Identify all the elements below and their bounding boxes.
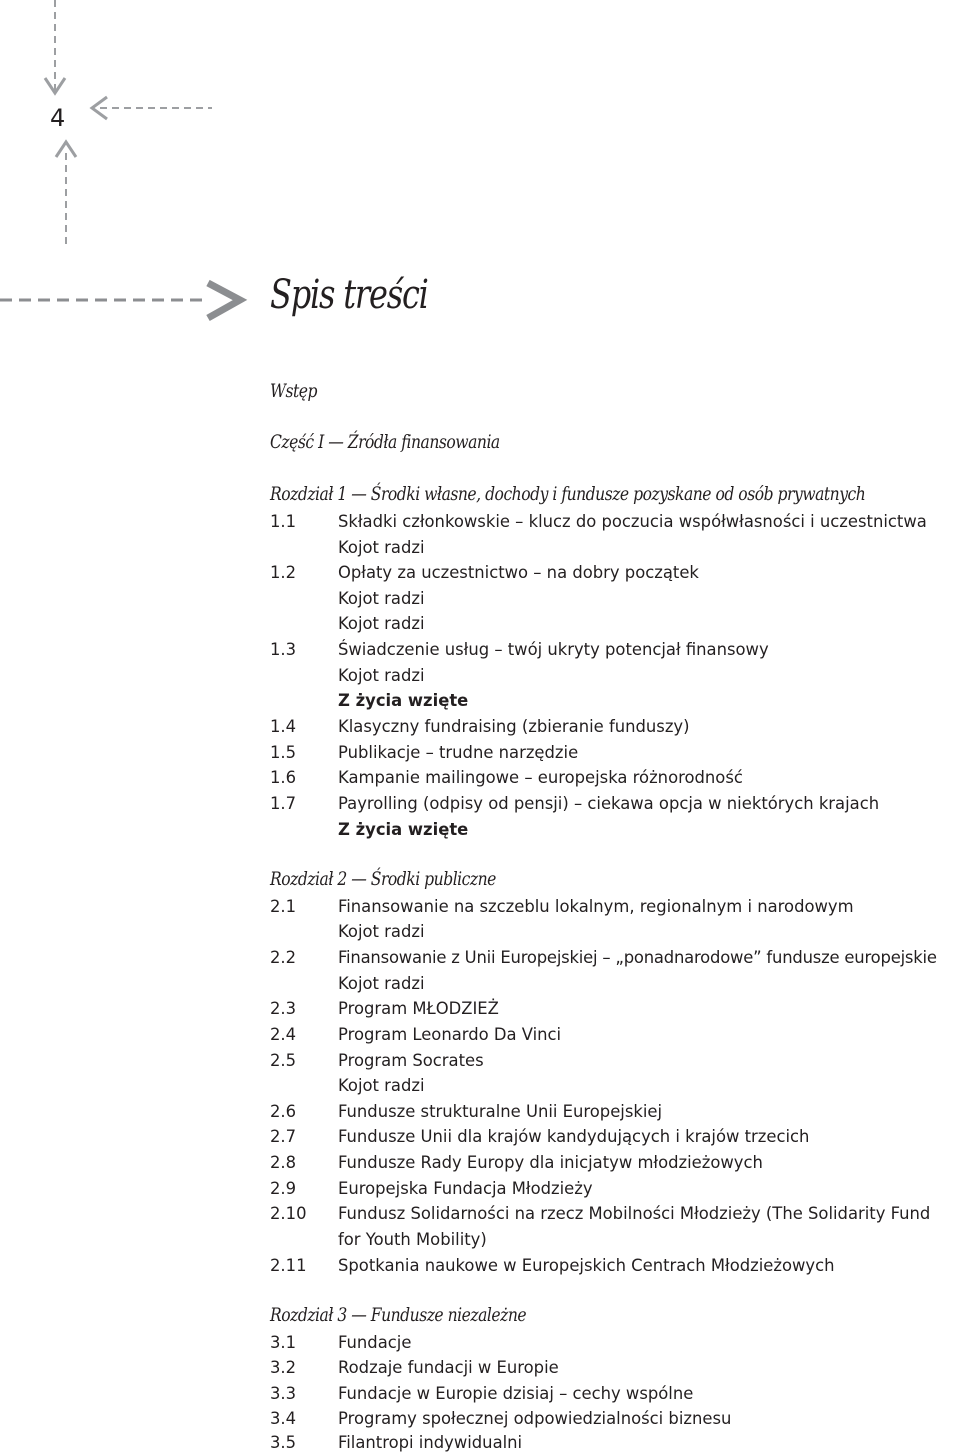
entry-number: 3.5 [270, 1433, 297, 1452]
toc-entry [270, 1355, 960, 1381]
toc-entry [270, 971, 960, 997]
toc-entry [270, 1073, 960, 1099]
entry-title: Fundacje w Europie dzisiaj – cechy wspólne [338, 1384, 694, 1403]
heading-chapter-1: Rozdział 1 — Środki własne, dochody i fundusze pozyskane od osób prywatnych [270, 483, 866, 505]
toc-entry [270, 560, 960, 586]
entry-number: 2.1 [270, 897, 297, 916]
entry-title: Payrolling (odpisy od pensji) – ciekawa opcja w niektórych krajach [338, 794, 880, 813]
entry-number: 2.5 [270, 1051, 297, 1070]
toc-entry [270, 1201, 960, 1253]
toc-entry [270, 1406, 960, 1432]
entry-title: Kojot radzi [338, 974, 425, 993]
toc-entry [270, 637, 960, 663]
heading-chapter-3: Rozdział 3 — Fundusze niezależne [270, 1304, 527, 1326]
entry-number: 2.9 [270, 1179, 297, 1198]
entry-title: Kojot radzi [338, 922, 425, 941]
entry-title: Europejska Fundacja Młodzieży [338, 1179, 593, 1198]
entry-title: Kojot radzi [338, 614, 425, 633]
entry-number: 1.7 [270, 794, 297, 813]
toc-entry [270, 791, 960, 817]
entry-title: Z życia wzięte [338, 691, 469, 710]
entry-title: Kojot radzi [338, 666, 425, 685]
entry-number: 1.1 [270, 512, 297, 531]
right-arrow-icon [208, 283, 240, 318]
entry-title: Kojot radzi [338, 589, 425, 608]
entry-number: 1.6 [270, 768, 297, 787]
toc-entry [270, 817, 960, 843]
toc-entry [270, 1176, 960, 1202]
entry-number: 3.4 [270, 1409, 297, 1428]
entry-title: Fundusze Unii dla krajów kandydujących i krajów trzecich [338, 1127, 810, 1146]
heading-part-1: Część I — Źródła finansowania [270, 431, 500, 453]
entry-title: Świadczenie usług – twój ukryty potencjał finansowy [338, 640, 769, 659]
entry-title: Program MŁODZIEŻ [338, 999, 499, 1018]
heading-wstep: Wstęp [270, 380, 318, 402]
entry-title: Program Socrates [338, 1051, 484, 1070]
entry-title: Kojot radzi [338, 538, 425, 557]
entry-title: Filantropi indywidualni [338, 1433, 523, 1452]
toc-entry [270, 945, 960, 971]
entry-number: 2.10 [270, 1204, 307, 1223]
entry-title: Rodzaje fundacji w Europie [338, 1358, 559, 1377]
toc-entry [270, 1150, 960, 1176]
entry-title: Klasyczny fundraising (zbieranie funduszy) [338, 717, 690, 736]
entry-number: 2.6 [270, 1102, 297, 1121]
entry-number: 2.2 [270, 948, 297, 967]
decorative-arrows [0, 0, 960, 340]
toc-entry [270, 663, 960, 689]
toc-entry [270, 611, 960, 637]
toc-entry [270, 509, 960, 535]
entry-title: Kampanie mailingowe – europejska różnorodność [338, 768, 743, 787]
entry-title: Programy społecznej odpowiedzialności biznesu [338, 1409, 732, 1428]
entry-title: Fundusze strukturalne Unii Europejskiej [338, 1102, 663, 1121]
entry-title: Opłaty za uczestnictwo – na dobry początek [338, 563, 699, 582]
toc-entry [270, 1430, 960, 1456]
page-number: 4 [50, 104, 66, 132]
entry-number: 2.11 [270, 1256, 307, 1275]
entry-title: Z życia wzięte [338, 820, 469, 839]
toc-entry [270, 535, 960, 561]
toc-entry [270, 894, 960, 920]
entry-number: 2.3 [270, 999, 297, 1018]
entry-number: 1.5 [270, 743, 297, 762]
toc-entry [270, 688, 960, 714]
entry-number: 2.7 [270, 1127, 297, 1146]
entry-title: Kojot radzi [338, 1076, 425, 1095]
entry-title: Fundusz Solidarności na rzecz Mobilności Młodzieży (The Solidarity Fund for Youth Mobility) [338, 1204, 931, 1249]
toc-entry [270, 1381, 960, 1407]
toc-entry [270, 919, 960, 945]
toc-entry [270, 1099, 960, 1125]
entry-number: 1.3 [270, 640, 297, 659]
toc-entry [270, 996, 960, 1022]
toc-entry [270, 586, 960, 612]
toc-entry [270, 1022, 960, 1048]
toc-entry [270, 1124, 960, 1150]
toc-entry [270, 1253, 960, 1279]
entry-title: Spotkania naukowe w Europejskich Centrach Młodzieżowych [338, 1256, 835, 1275]
page-title: Spis treści [270, 272, 428, 318]
entry-number: 2.4 [270, 1025, 297, 1044]
toc-entry [270, 765, 960, 791]
entry-title: Finansowanie z Unii Europejskiej – „ponadnarodowe” fundusze europejskie [338, 948, 937, 967]
entry-title: Program Leonardo Da Vinci [338, 1025, 562, 1044]
entry-title: Fundusze Rady Europy dla inicjatyw młodzieżowych [338, 1153, 763, 1172]
entry-number: 1.4 [270, 717, 297, 736]
entry-number: 2.8 [270, 1153, 297, 1172]
toc-entry [270, 1330, 960, 1356]
entry-number: 3.1 [270, 1333, 297, 1352]
entry-number: 3.3 [270, 1384, 297, 1403]
heading-chapter-2: Rozdział 2 — Środki publiczne [270, 868, 496, 890]
toc-entry [270, 740, 960, 766]
entry-number: 3.2 [270, 1358, 297, 1377]
entry-title: Publikacje – trudne narzędzie [338, 743, 579, 762]
toc-entry [270, 1048, 960, 1074]
entry-title: Fundacje [338, 1333, 412, 1352]
entry-title: Składki członkowskie – klucz do poczucia współwłasności i uczestnictwa [338, 512, 927, 531]
entry-title: Finansowanie na szczeblu lokalnym, regionalnym i narodowym [338, 897, 854, 916]
entry-number: 1.2 [270, 563, 297, 582]
toc-entry [270, 714, 960, 740]
